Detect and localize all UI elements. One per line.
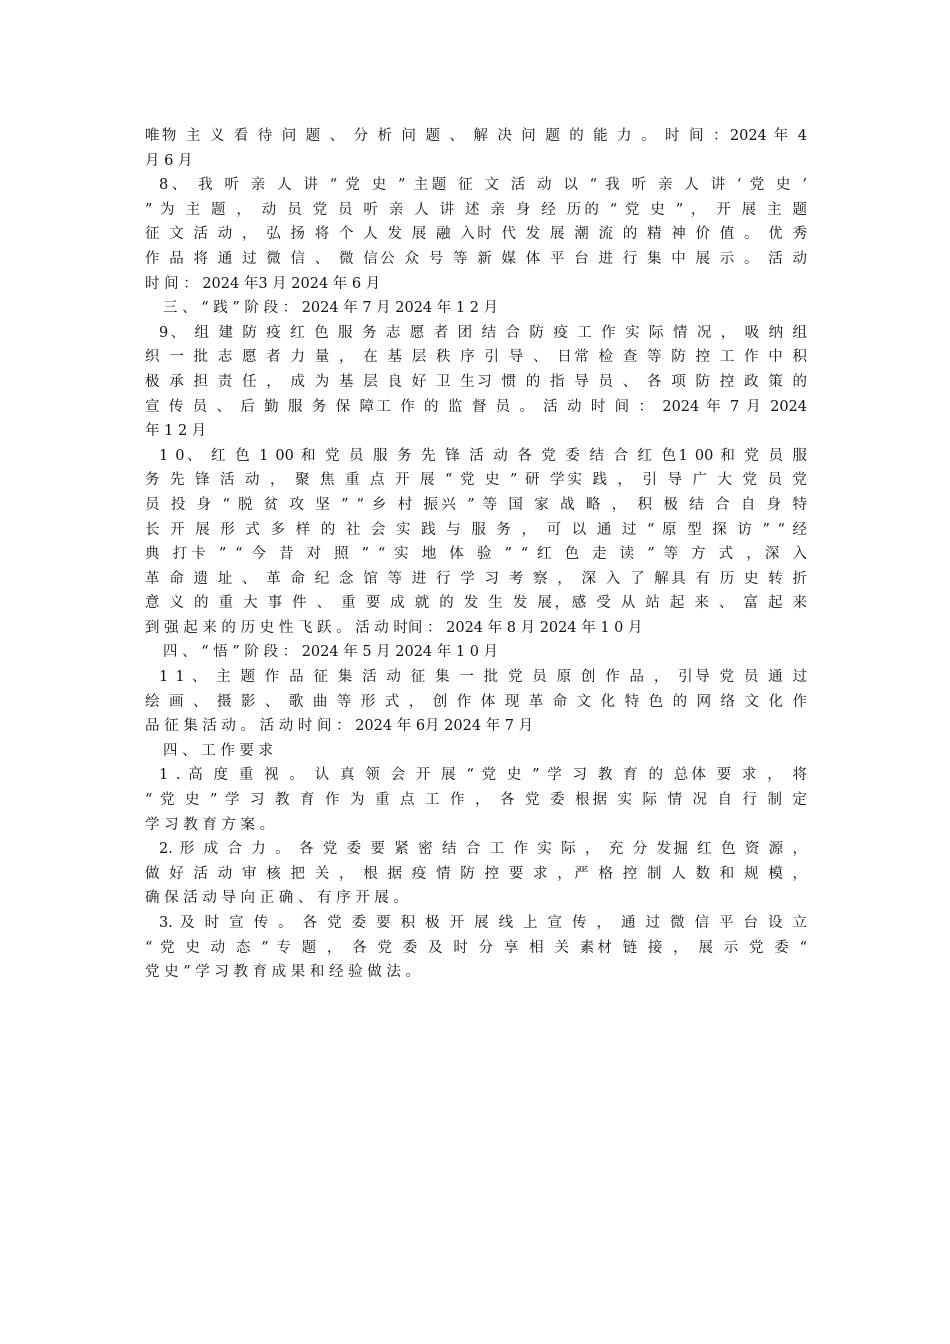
text-line: 作 品 将 通 过 微 信 、 微 信公 众 号 等 新 媒 体 平 台 进 行 集 中 展 示 。 活 动 (145, 250, 807, 267)
text-line: 做 好 活 动 审 核 把 关 ， 根 据 疫 情 防 控 要 求 ，严 格 控 制 人 数 和 规 模 ， (145, 865, 807, 882)
text-line: 1 0、 红 色 1 00 和 党 员 服 务 先 锋 活 动 各 党 委 结 合 红 色1 00 和 党 员 服 (159, 447, 807, 464)
text-line: 2. 形 成 合 力 。 各 党 委 要 紧 密 结 合 工 作 实 际 ， 充 分 发掘 红 色 资 源 ， (159, 841, 807, 858)
text-line: 三 、 “ 践 ” 阶 段 ： 2024 年 7 月 2024 年 1 2 月 (163, 300, 499, 317)
text-line: 年 1 2 月 (145, 423, 207, 440)
text-line: 月 6 月 (145, 152, 193, 169)
text-line: 务 先 锋 活 动 ， 聚 焦 重 点 开 展 “ 党 史 ” 研 学实 践 ， 引 导 广 大 党 员 党 (145, 472, 807, 489)
text-line: 织 一 批 志 愿 者 力 量 ， 在 基 层 秩 序 引 导 、 日常 检 查 等 防 控 工 作 中 积 (145, 349, 807, 366)
text-line: 1 1 、 主 题 作 品 征 集 活 动 征 集 一 批 党 员 原 创 作 品 ， 引导 党 员 通 过 (159, 669, 807, 686)
text-line: 员 投 身 “ 脱 贫 攻 坚 ” “ 乡 村 振兴 ” 等 国 家 战 略 ， 积 极 结 合 自 身 特 (145, 496, 807, 513)
document-body (145, 124, 807, 985)
text-line: 征 文 活 动 ， 弘 扬 将 个 人 发 展 融 入时 代 发 展 潮 流 的 精 神 价 值 。 优 秀 (145, 226, 807, 243)
text-line: 四 、 “ 悟 ” 阶 段 ： 2024 年 5 月 2024 年 1 0 月 (163, 644, 499, 661)
text-line: 唯物 主 义 看 待 问 题 、 分 析 问 题 、 解 决 问 题 的 能 力 。 时 间 ：2024 年 4 (145, 128, 807, 144)
text-line: ” 为 主 题 ， 动 员 党 员 听 亲 人 讲 述 亲 身 经 历的 “ 党 史 ” ， 开 展 主 题 (145, 201, 807, 218)
text-line: 意 义 的 重 大 事 件 、 重 要 成 就 的 发 生 发 展，感 受 从 站 起 来 、 富 起 来 (145, 595, 807, 612)
text-line: 宣 传 员 、 后 勤 服 务 保 障工 作 的 监 督 员 。 活 动 时 间 ： 2024 年 7 月 2024 (145, 398, 807, 415)
text-line: 长 开 展 形 式 多 样 的 社 会 实 践 与 服 务 ， 可 以 通 过 “ 原 型 探 访 ” “ 经 (145, 521, 807, 538)
text-line: 典 打卡 ” “ 今 昔 对 照 ” “ 实 地 体 验 ” “ 红 色 走 读 ” 等 方 式 ，深 入 (145, 546, 807, 563)
text-line: “ 党 史 动 态 ” 专 题 ， 各 党 委 及 时 分 享 相 关 素材 链 接 ， 展 示 党 委 “ (145, 939, 807, 956)
text-line: 确 保 活 动 导 向 正 确 、 有 序 开 展 。 (145, 890, 408, 907)
text-line: 时 间 ： 2024 年3 月 2024 年 6 月 (145, 275, 381, 292)
text-line: “ 党 史 ” 学 习 教 育 作 为 重 点 工 作 ， 各 党 委 根据 实 际 情 况 自 行 制 定 (145, 792, 807, 809)
text-line: 四 、 工 作 要 求 (163, 742, 274, 759)
text-line: 3. 及 时 宣 传 。 各 党 委 要 积 极 开 展 线 上 宣 传 ， 通 过 微 信 平 台 设 立 (159, 915, 807, 931)
text-line: 到 强 起 来 的 历 史 性 飞 跃 。 活 动 时间 ： 2024 年 8 月 2024 年 1 0 月 (145, 619, 643, 636)
text-line: 学 习 教 育 方 案 。 (145, 816, 275, 833)
text-line: 品 征 集 活 动 。 活 动 时 间 ： 2024 年 6月 2024 年 7 月 (145, 718, 534, 735)
text-line: 1 . 高 度 重 视 。 认 真 领 会 开 展 “ 党 史 ” 学 习 教 育 的 总体 要 求 ， 将 (159, 767, 807, 784)
text-line: 9、 组 建 防 疫 红 色 服 务 志 愿 者 团 结 合 防 疫 工 作 实 际 情 况 ， 吸 纳 组 (159, 324, 807, 341)
text-line: 极 承 担 责 任 ， 成 为 基 层 良 好 卫 生习 惯 的 指 导 员 、 各 项 防 控 政 策 的 (145, 373, 807, 390)
text-line: 8、 我 听 亲 人 讲 “ 党 史 ” 主题 征 文 活 动 以 “ 我 听 亲 人 讲 ‘ 党 史 ’ (159, 177, 807, 194)
text-line: 革 命 遗 址 、 革 命 纪 念 馆 等 进 行 学 习 考 察 ， 深 入 了 解具 有 历 史 转 折 (145, 570, 807, 587)
text-line: 绘 画 、 摄 影 、 歌 曲 等 形 式 ， 创 作 体 现 革 命 文 化 特 色 的 网 络 文 化 作 (145, 693, 807, 710)
text-line: 党 史 ” 学 习 教 育 成 果 和 经 验 做 法 。 (145, 964, 420, 981)
